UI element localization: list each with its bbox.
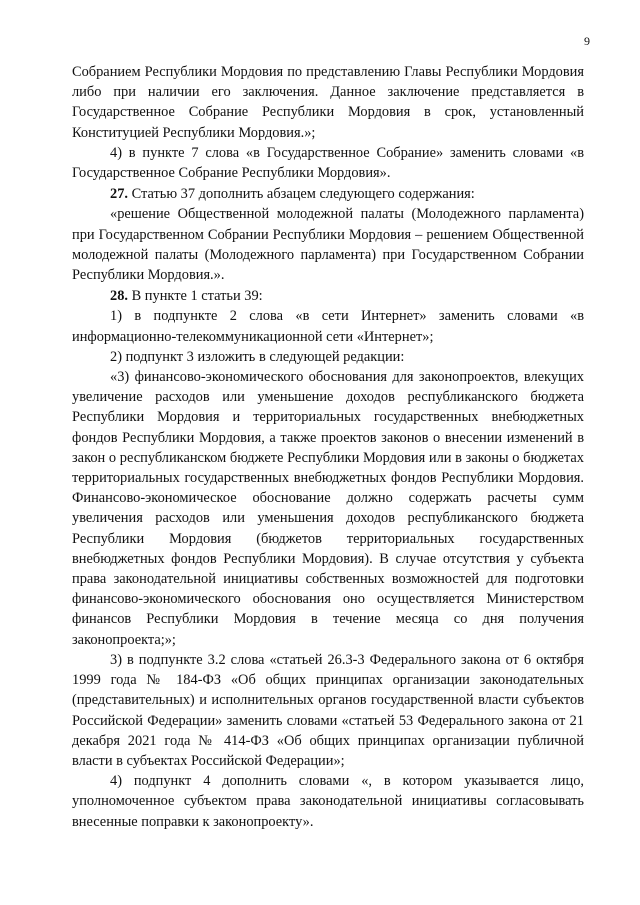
paragraph-subitem-1: 1) в подпункте 2 слова «в сети Интернет» заменить словами «в информационно-телекоммуникационной сети «Интернет»; (72, 308, 584, 345)
paragraph-new-wording: «3) финансово-экономического обоснования для законопроектов, влекущих увеличение расходов или уменьшение доходов республиканского бюджета Республики Мордовия и территориальных государственных внебюджетных фондов Республики Мордовия, а также проектов законов о внесении изменений в закон о республиканском бюджете Республики Мордовия или в законы о бюджетах территориальных государственных внебюджетных фондов Республики Мордовия. Финансово-экономическое обоснование должно содержать расчеты сумм увеличения расходов или уменьшения доходов республиканского бюджета Республики Мордовия (бюджетов территориальных государственных внебюджетных фондов Республики Мордовия). В случае отсутствия у субъекта права законодательной инициативы собственных возможностей для подготовки финансово-экономического обоснования оно осуществляется Министерством финансов Республики Мордовия в течение месяца со дня получения законопроекта;»; (72, 369, 584, 648)
paragraph-subitem-3: 3) в подпункте 3.2 слова «статьей 26.3-3 Федерального закона от 6 октября 1999 года № 184-ФЗ «Об общих принципах организации законодательных (представительных) и исполнительных органов государственной власти субъектов Российской Федерации» заменить словами «статьей 53 Федерального закона от 21 декабря 2021 года № 414-ФЗ «Об общих принципах организации публичной власти в субъектах Российской Федерации»; (72, 651, 584, 769)
paragraph-subitem-4: 4) подпункт 4 дополнить словами «, в котором указывается лицо, уполномоченное субъектом права законодательной инициативы согласовывать внесенные поправки к законопроекту». (72, 773, 584, 830)
page-number: 9 (584, 34, 590, 48)
paragraph-section-28 (72, 286, 584, 306)
paragraph-item-4: 4) в пункте 7 слова «в Государственное Собрание» заменить словами «в Государственное Собрание Республики Мордовия». (72, 144, 584, 182)
section-number: 28. (110, 288, 128, 305)
paragraph-text: В пункте 1 статьи 39: (128, 288, 263, 305)
section-number: 27. (110, 186, 128, 203)
paragraph-continuation: Собранием Республики Мордовия по представлению Главы Республики Мордовия либо при наличии его заключения. Данное заключение представляется в Государственное Собрание Республики Мордовия в срок, установленный Конституцией Республики Мордовия.»; (72, 64, 584, 141)
paragraph-section-27 (72, 184, 584, 204)
paragraph-quote: «решение Общественной молодежной палаты (Молодежного парламента) при Государственном Собрании Республики Мордовия – решением Общественной молодежной палаты (Молодежного парламента) при Государственном Собрании Республики Мордовия.». (72, 206, 584, 284)
paragraph-text: Статью 37 дополнить абзацем следующего содержания: (128, 186, 475, 203)
paragraph-subitem-2: 2) подпункт 3 изложить в следующей редакции: (110, 348, 405, 365)
